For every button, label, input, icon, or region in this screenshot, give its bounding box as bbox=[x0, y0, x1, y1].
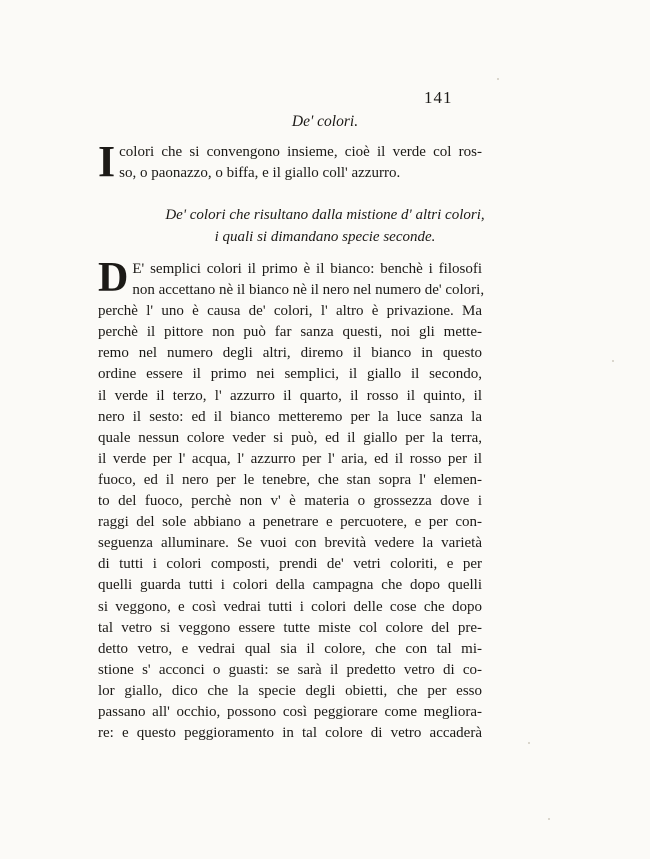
subheading-line: De' colori che risultano dalla mistione d' altri colori, bbox=[165, 207, 485, 223]
text-line: ordine essere il primo nei semplici, il giallo il secondo, bbox=[98, 366, 482, 383]
text-line: perchè il pittore non può far sanza questi, noi gli mette- bbox=[98, 324, 482, 341]
paper-speck bbox=[497, 78, 499, 80]
text-line: si veggono, e così vedrai tutti i colori delle cose che dopo bbox=[98, 598, 482, 615]
text-line: lor giallo, dico che la specie degli obietti, che per esso bbox=[98, 682, 482, 699]
text-line: tal vetro si veggono essere tutte miste col colore del pre- bbox=[98, 619, 482, 636]
text-line: nero il sesto: ed il bianco metteremo per la luce sanza la bbox=[98, 408, 482, 425]
text-line: passano all' occhio, possono così peggiorare come megliora- bbox=[98, 703, 482, 720]
text-line: to del fuoco, perchè non v' è materia o grossezza dove i bbox=[98, 493, 482, 510]
section-heading: De' colori. bbox=[291, 113, 359, 130]
drop-cap: D bbox=[98, 255, 129, 301]
paper-speck bbox=[528, 742, 530, 744]
text-line: E' semplici colori il primo è il bianco: benchè i filosofi bbox=[132, 261, 482, 277]
text-line: perchè l' uno è causa de' colori, l' altro è privazione. Ma bbox=[98, 303, 482, 320]
text-line: remo nel numero degli altri, diremo il bianco in questo bbox=[98, 345, 482, 362]
text-line: non accettano nè il bianco nè il nero nel numero de' colori, bbox=[132, 282, 485, 299]
text-line: colori che si convengono insieme, cioè il verde col ros- bbox=[119, 144, 482, 160]
paper-speck bbox=[548, 818, 550, 820]
text-line: fuoco, ed il nero per le tenebre, che stan sopra l' elemen- bbox=[98, 471, 482, 488]
paper-speck bbox=[612, 360, 614, 362]
text-line: il verde per l' acqua, l' azzurro per l' aria, ed il rosso per il bbox=[98, 450, 482, 467]
text-line: quelli guarda tutti i colori della campagna che dopo quelli bbox=[98, 577, 482, 594]
text-line: so, o paonazzo, o biffa, e il giallo coll' azzurro. bbox=[119, 165, 401, 181]
page-number: 141 bbox=[424, 88, 453, 107]
text-line: seguenza alluminare. Se vuoi con brevità vedere la varietà bbox=[98, 535, 482, 552]
drop-cap: I bbox=[98, 137, 116, 186]
subheading-line: i quali si dimandano specie seconde. bbox=[214, 229, 436, 245]
text-line: di tutti i colori composti, prendi de' vetri coloriti, e per bbox=[98, 556, 482, 573]
paragraph-2 bbox=[98, 255, 485, 744]
text-line: raggi del sole abbiano a penetrare e percuotere, e per con- bbox=[98, 514, 482, 531]
text-line: re: e questo peggioramento in tal colore di vetro accaderà bbox=[98, 725, 482, 742]
text-line: il verde il terzo, l' azzurro il quarto, il rosso il quinto, il bbox=[98, 387, 482, 404]
text-line: detto vetro, e vedrai qual sia il colore, che con tal mi- bbox=[98, 640, 482, 657]
text-line: stione s' acconci o guasti: se sarà il predetto vetro di co- bbox=[98, 661, 482, 678]
text-line: quale nessun colore veder si può, ed il giallo per la terra, bbox=[98, 429, 482, 446]
paragraph-1 bbox=[98, 137, 482, 186]
